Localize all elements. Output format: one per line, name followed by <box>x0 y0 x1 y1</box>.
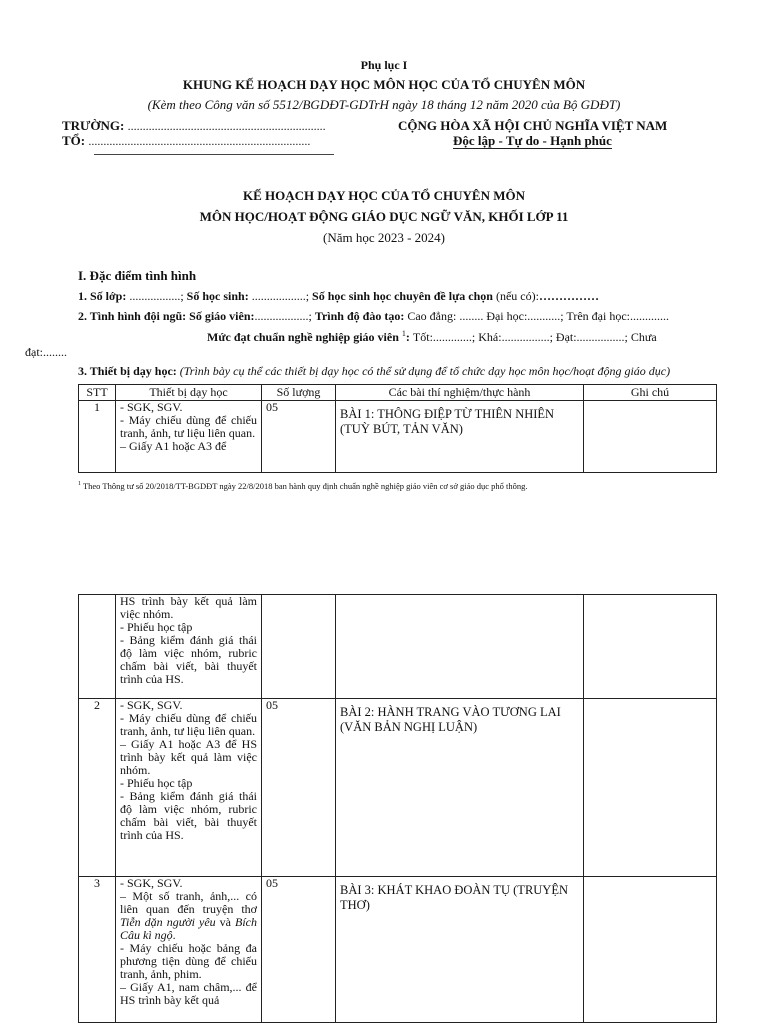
equipment-note: (Trình bày cụ thể các thiết bị dạy học có thể sử dụng để tổ chức dạy học môn học/hoạt động giáo dục) <box>179 364 671 378</box>
table-row <box>79 595 717 699</box>
section-heading: I. Đặc điểm tình hình <box>78 268 197 283</box>
equipment-item: - SGK, SGV. <box>120 400 183 414</box>
header-lessons: Các bài thí nghiệm/thực hành <box>336 385 584 401</box>
standard-label: Mức đạt chuẩn nghề nghiệp giáo viên <box>207 330 402 344</box>
equipment-item: - Phiếu học tập <box>120 776 193 790</box>
school-dots: .................................................................. <box>127 119 326 133</box>
group-line <box>62 133 310 149</box>
equipment-item: - Bảng kiểm đánh giá thái độ làm việc nhóm, rubric chấm bài viết, bài thuyết trình của HS. <box>120 633 257 686</box>
equipment-label: 3. Thiết bị dạy học: <box>78 364 180 378</box>
footnote-text: Theo Thông tư số 20/2018/TT-BGDĐT ngày 22/8/2018 ban hành quy định chuẩn nghề nghiệp giáo viên cơ sở giáo dục phổ thông. <box>81 481 528 491</box>
row-quantity: 05 <box>262 699 336 877</box>
equipment-table-page-1 <box>78 384 717 473</box>
appendix-label: Phụ lục I <box>360 58 408 72</box>
row-note <box>584 877 717 1023</box>
header-stt: STT <box>79 385 116 401</box>
row-note <box>584 699 717 877</box>
row-equipment <box>116 699 262 877</box>
footnote <box>78 481 528 491</box>
equipment-item: – Giấy A1 hoặc A3 để <box>120 439 227 453</box>
table-row <box>79 401 717 473</box>
staff-label: 2. Tình hình đội ngũ: Số giáo viên: <box>78 309 255 323</box>
row-quantity: 05 <box>262 877 336 1023</box>
header-divider <box>94 154 334 155</box>
plan-subject: MÔN HỌC/HOẠT ĐỘNG GIÁO DỤC NGỮ VĂN, KHỐI LỚP 11 <box>199 209 569 224</box>
plan-title: KẾ HOẠCH DẠY HỌC CỦA TỔ CHUYÊN MÔN <box>242 188 526 203</box>
table-row <box>79 877 717 1023</box>
table-row <box>79 699 717 877</box>
row-quantity: 05 <box>262 401 336 473</box>
school-label: TRƯỜNG: <box>62 118 125 133</box>
equipment-text: . <box>172 928 176 942</box>
equipment-item: - Phiếu học tập <box>120 620 193 634</box>
equipment-item: - Máy chiếu dùng để chiếu tranh, ảnh, tư liệu liên quan. <box>120 413 257 440</box>
group-dots: .......................................................................... <box>88 134 311 148</box>
standard-dots: Tốt:.............; Khá:................; Đạt:................; Chưa <box>412 330 657 344</box>
plan-year: (Năm học 2023 - 2024) <box>322 230 446 245</box>
equipment-item: - Máy chiếu dùng để chiếu tranh, ảnh, tư liệu liên quan. <box>120 711 257 738</box>
student-count-label: Số học sinh: <box>186 289 249 303</box>
equipment-line <box>78 364 670 379</box>
row-equipment <box>116 401 262 473</box>
row-quantity <box>262 595 336 699</box>
footnote-ref: 1 <box>401 329 406 338</box>
group-label: TỔ: <box>62 133 86 148</box>
attached-note: (Kèm theo Công văn số 5512/BGDĐT-GDTrH ngày 18 tháng 12 năm 2020 của Bộ GDĐT) <box>147 97 621 112</box>
school-line <box>62 118 326 134</box>
equipment-item: – Giấy A1, nam châm,... để HS trình bày kết quả <box>120 980 257 1007</box>
info-line-1 <box>78 289 599 304</box>
row-equipment <box>116 877 262 1023</box>
equipment-table-page-2 <box>78 594 717 1023</box>
equipment-text: – Một số tranh, ảnh,... có liên quan đến truyện thơ <box>120 889 257 916</box>
row-lesson: BÀI 2: HÀNH TRANG VÀO TƯƠNG LAI (VĂN BẢN NGHỊ LUẬN) <box>336 699 584 877</box>
row-equipment <box>116 595 262 699</box>
frame-title: KHUNG KẾ HOẠCH DẠY HỌC MÔN HỌC CỦA TỔ CHUYÊN MÔN <box>182 77 586 92</box>
equipment-text: và <box>215 915 236 929</box>
equipment-item: HS trình bày kết quả làm việc nhóm. <box>120 594 257 621</box>
equipment-item <box>120 890 257 942</box>
row-stt: 2 <box>79 699 116 877</box>
table-header-row <box>79 385 717 401</box>
equipment-item: – Giấy A1 hoặc A3 để HS trình bày kết quả làm việc nhóm. <box>120 737 257 777</box>
training-dots: Cao đẳng: ........ Đại học:...........; Trên đại học:............. <box>404 309 669 323</box>
row-note <box>584 595 717 699</box>
row-lesson: BÀI 3: KHÁT KHAO ĐOÀN TỤ (TRUYỆN THƠ) <box>336 877 584 1023</box>
equipment-item: - SGK, SGV. <box>120 698 183 712</box>
row-lesson: BÀI 1: THÔNG ĐIỆP TỪ THIÊN NHIÊN (TUỲ BÚT, TẢN VĂN) <box>336 401 584 473</box>
info-line-2 <box>78 309 669 324</box>
teacher-count-dots: ..................; <box>254 309 315 323</box>
row-stt: 3 <box>79 877 116 1023</box>
optional-topic-label: Số học sinh học chuyên đề lựa chọn <box>312 289 493 303</box>
row-stt <box>79 595 116 699</box>
header-notes: Ghi chú <box>584 385 717 401</box>
nation-title: CỘNG HÒA XÃ HỘI CHỦ NGHĨA VIỆT NAM <box>398 118 668 133</box>
work-title: Bích Câu kì ngộ <box>120 915 258 942</box>
optional-topic-note: (nếu có): <box>492 289 539 303</box>
header-quantity: Số lượng <box>262 385 336 401</box>
footnote-number: 1 <box>78 481 81 488</box>
equipment-item: - Bảng kiểm đánh giá thái độ làm việc nhóm, rubric chấm bài viết, bài thuyết trình của HS. <box>120 789 257 842</box>
info-line-3 <box>207 329 745 345</box>
work-title: Tiễn dặn người yêu <box>120 915 216 929</box>
student-count-dots: ..................; <box>248 289 313 303</box>
row-note <box>584 401 717 473</box>
equipment-item: - SGK, SGV. <box>120 876 183 890</box>
header-equipment: Thiết bị dạy học <box>116 385 262 401</box>
motto: Độc lập - Tự do - Hạnh phúc <box>453 133 612 148</box>
row-lesson <box>336 595 584 699</box>
info-line-4: đạt:........ <box>25 345 67 359</box>
training-label: Trình độ đào tạo: <box>314 309 405 323</box>
equipment-item: - Máy chiếu hoặc bảng đa phương tiện dùng để chiếu tranh, ảnh, phim. <box>120 941 257 981</box>
standard-colon: : <box>405 330 413 344</box>
class-count-label: 1. Số lớp: <box>78 289 127 303</box>
class-count-dots: .................; <box>126 289 187 303</box>
optional-topic-dots: …………… <box>538 289 599 303</box>
row-stt: 1 <box>79 401 116 473</box>
